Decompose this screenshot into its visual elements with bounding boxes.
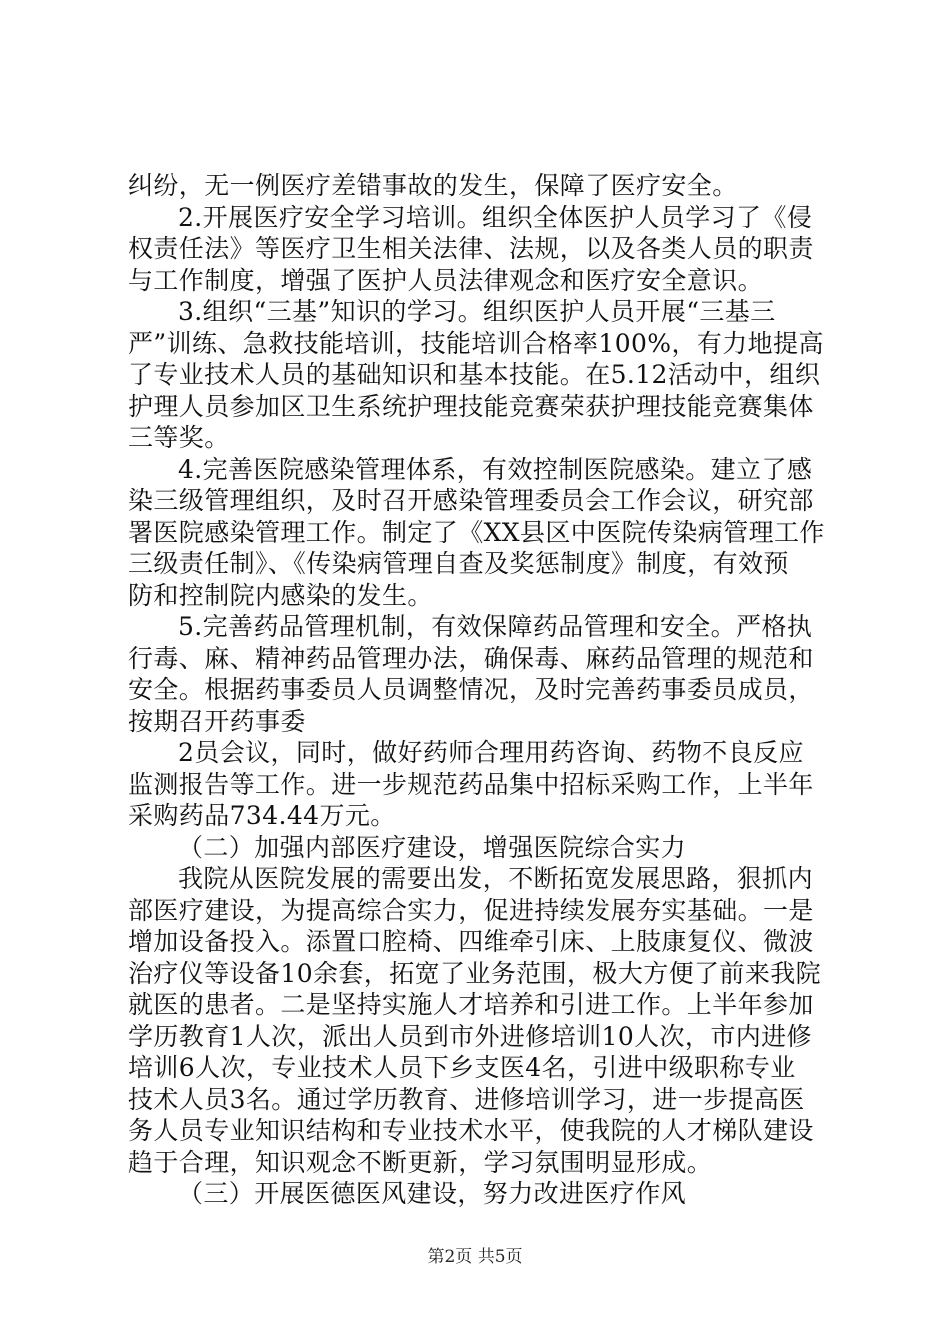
text-line: 纠纷，无一例医疗差错事故的发生，保障了医疗安全。 [128, 171, 738, 200]
text-line: 染三级管理组织，及时召开感染管理委员会工作会议，研究部 [128, 486, 814, 515]
text-line: 采购药品734.44万元。 [128, 801, 396, 830]
text-line: 行毒、麻、精神药品管理办法，确保毒、麻药品管理的规范和 [128, 643, 814, 673]
text-line: 治疗仪等设备10余套，拓宽了业务范围，极大方便了前来我院 [128, 958, 822, 988]
text-line: 培训6人次，专业技术人员下乡支医4名，引进中级职称专业 [128, 1053, 796, 1082]
text-line: 4.完善医院感染管理体系，有效控制医院感染。建立了感 [178, 454, 813, 484]
text-line: 部医疗建设，为提高综合实力，促进持续发展夯实基础。一是 [128, 895, 814, 925]
text-line: 学历教育1人次，派出人员到市外进修培训10人次，市内进修 [128, 1021, 812, 1051]
text-line: 护理人员参加区卫生系统护理技能竞赛荣获护理技能竞赛集体 [128, 391, 814, 421]
text-line: 三级责任制》、《传染病管理自查及奖惩制度》制度，有效预 [128, 549, 789, 578]
text-line: 技术人员3名。通过学历教育、进修培训学习，进一步提高医 [128, 1084, 805, 1114]
text-line: （二）加强内部医疗建设，增强医院综合实力 [178, 832, 687, 862]
text-line: 权责任法》等医疗卫生相关法律、法规，以及各类人员的职责 [128, 234, 814, 263]
text-line: 我院从医院发展的需要出发，不断拓宽发展思路，狠抓内 [178, 864, 814, 893]
text-line: 安全。根据药事委员人员调整情况，及时完善药事委员成员， [128, 675, 814, 704]
text-line: 增加设备投入。添置口腔椅、四维牵引床、上肢康复仪、微波 [128, 927, 814, 956]
text-line: 防和控制院内感染的发生。 [128, 580, 433, 610]
text-line: 趋于合理，知识观念不断更新，学习氛围明显形成。 [128, 1147, 713, 1177]
text-line: 与工作制度，增强了医护人员法律观念和医疗安全意识。 [128, 265, 764, 295]
text-line: 5.完善药品管理机制，有效保障药品管理和安全。严格执 [178, 612, 813, 641]
text-line: 2员会议，同时，做好药师合理用药咨询、药物不良反应 [178, 738, 804, 767]
page-footer: 第2页 共5页 [427, 1247, 523, 1267]
text-line: 就医的患者。二是坚持实施人才培养和引进工作。上半年参加 [128, 990, 814, 1019]
document-body [128, 170, 828, 1210]
text-line: 按期召开药事委 [128, 706, 306, 736]
text-line: 务人员专业知识结构和专业技术水平，使我院的人才梯队建设 [128, 1116, 814, 1145]
text-line: 署医院感染管理工作。制定了《XX县区中医院传染病管理工作 [128, 517, 825, 547]
text-line: 监测报告等工作。进一步规范药品集中招标采购工作，上半年 [128, 769, 814, 799]
text-line: 严”训练、急救技能培训，技能培训合格率100%，有力地提高 [128, 328, 824, 358]
text-line: 2.开展医疗安全学习培训。组织全体医护人员学习了《侵 [178, 202, 813, 232]
text-line: 3.组织“三基”知识的学习。组织医护人员开展“三基三 [178, 297, 776, 326]
text-line: （三）开展医德医风建设，努力改进医疗作风 [178, 1179, 687, 1208]
text-line: 了专业技术人员的基础知识和基本技能。在5.12活动中，组织 [128, 360, 821, 389]
text-line: 三等奖。 [128, 423, 230, 452]
